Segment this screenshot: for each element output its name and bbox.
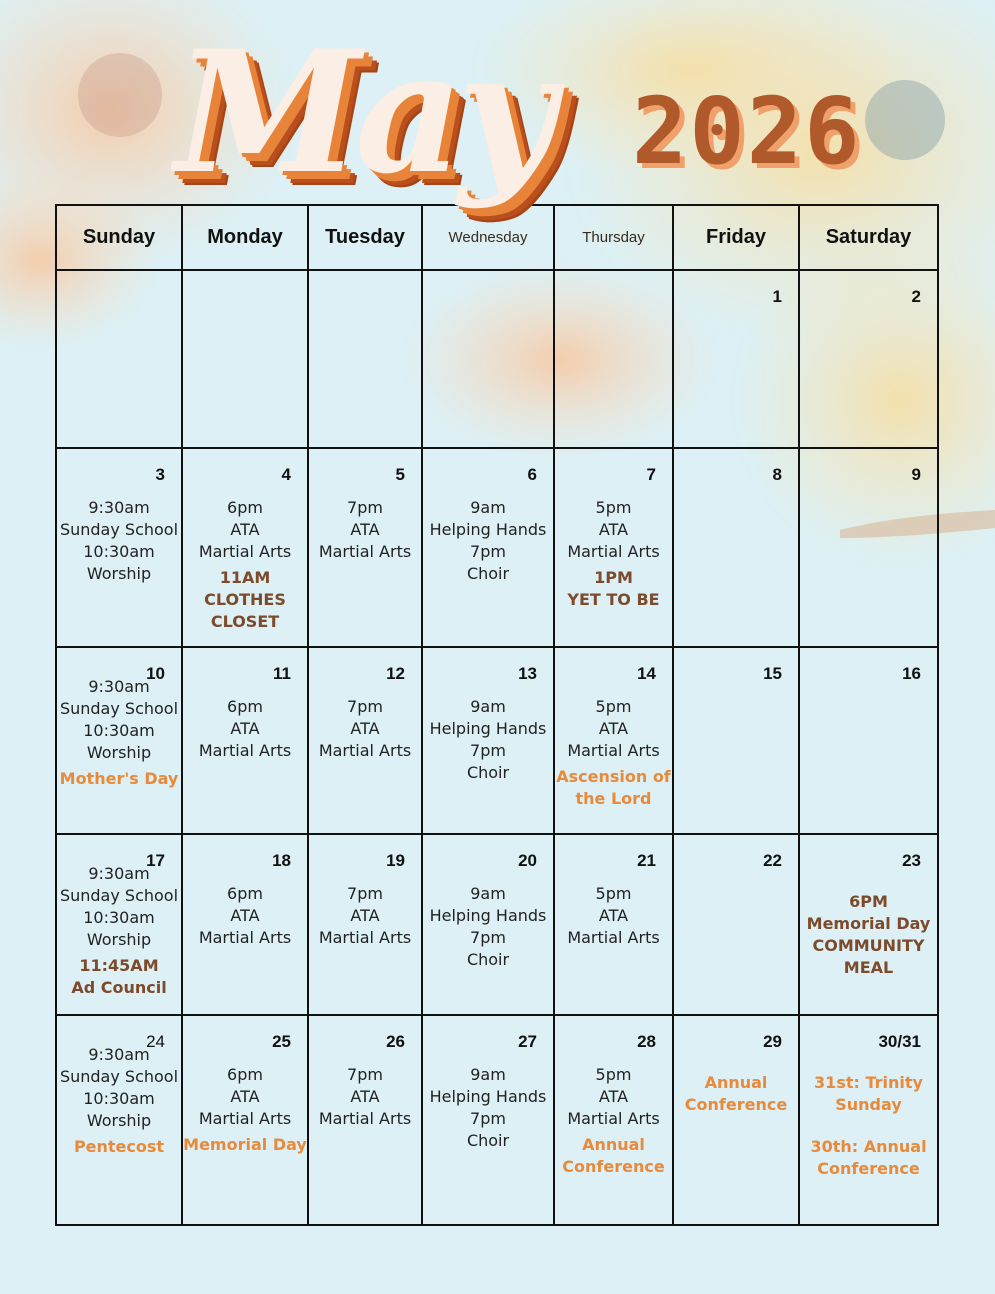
event-line: ATA: [230, 520, 260, 539]
event-line: 7pm: [470, 1109, 506, 1128]
note-line: Sunday: [835, 1095, 902, 1114]
day-number: 8: [772, 465, 782, 484]
note-line: MEAL: [843, 958, 894, 977]
day-number: [555, 271, 672, 307]
day-number: 3: [155, 465, 165, 484]
event-line: Martial Arts: [567, 1109, 660, 1128]
event-line: 6pm: [227, 884, 263, 903]
day-number: [57, 271, 181, 307]
event-line: Helping Hands: [429, 520, 547, 539]
day-cell[interactable]: [673, 1015, 799, 1225]
day-number: 16: [902, 664, 921, 683]
special-event-note: [800, 1072, 937, 1116]
day-number: 17: [146, 851, 165, 870]
note-line: Annual: [582, 1135, 645, 1154]
day-number: 24: [146, 1032, 165, 1051]
day-cell[interactable]: [799, 647, 938, 834]
event-line: 7pm: [347, 697, 383, 716]
note-line: Annual: [704, 1073, 768, 1092]
day-cell[interactable]: [422, 834, 554, 1015]
special-event-note: [57, 955, 181, 999]
note-line: Conference: [817, 1159, 920, 1178]
event-line: Sunday School: [59, 886, 179, 905]
day-cell[interactable]: [56, 834, 182, 1015]
note-line: Ascension of: [556, 767, 671, 786]
event-line: 10:30am: [83, 721, 155, 740]
event-line: 10:30am: [83, 1089, 155, 1108]
event-list: [555, 1064, 672, 1130]
day-number: 11: [273, 664, 291, 683]
event-line: ATA: [350, 719, 380, 738]
special-event-note: [57, 1136, 181, 1158]
note-line: Conference: [562, 1157, 665, 1176]
event-line: ATA: [598, 1087, 629, 1106]
event-line: Martial Arts: [318, 542, 412, 561]
event-list: [555, 696, 672, 762]
event-line: Martial Arts: [198, 1109, 292, 1128]
event-list: [57, 1044, 181, 1132]
special-event-note: [674, 1072, 798, 1116]
event-line: Sunday School: [59, 699, 179, 718]
day-cell[interactable]: [182, 448, 308, 647]
day-cell[interactable]: [673, 647, 799, 834]
event-line: 9:30am: [88, 677, 150, 696]
event-line: ATA: [598, 906, 629, 925]
special-event-note: [555, 567, 672, 611]
event-line: 6pm: [227, 1065, 263, 1084]
day-cell[interactable]: [799, 1015, 938, 1225]
day-number: 22: [763, 851, 782, 870]
event-line: 10:30am: [83, 908, 155, 927]
event-line: ATA: [350, 906, 380, 925]
weekday-header: Friday: [673, 205, 799, 270]
event-line: ATA: [230, 1087, 260, 1106]
event-list: [57, 497, 181, 585]
weekday-header: Wednesday: [422, 205, 554, 270]
day-number: 23: [902, 851, 921, 870]
note-line: YET TO BE: [567, 590, 660, 609]
event-line: 9:30am: [88, 864, 150, 883]
event-line: Sunday School: [59, 520, 179, 539]
event-line: ATA: [230, 906, 260, 925]
event-line: Choir: [466, 1131, 510, 1150]
day-number: [423, 271, 553, 307]
event-line: Martial Arts: [198, 741, 292, 760]
day-number: 19: [386, 851, 405, 870]
day-cell[interactable]: [554, 834, 673, 1015]
event-line: Worship: [86, 930, 152, 949]
day-cell[interactable]: [673, 448, 799, 647]
event-line: 10:30am: [83, 542, 155, 561]
event-line: Worship: [86, 743, 152, 762]
event-line: ATA: [598, 719, 629, 738]
event-line: 5pm: [595, 884, 632, 903]
weekday-header: Thursday: [554, 205, 673, 270]
special-event-note: [555, 766, 672, 810]
day-cell[interactable]: [554, 448, 673, 647]
event-line: Helping Hands: [429, 719, 547, 738]
day-number: 13: [518, 664, 537, 683]
event-line: Martial Arts: [198, 928, 292, 947]
day-cell[interactable]: [182, 270, 308, 448]
event-list: [423, 883, 553, 971]
special-event-note: [555, 1134, 672, 1178]
event-line: 7pm: [470, 542, 506, 561]
day-cell[interactable]: [308, 448, 422, 647]
day-cell[interactable]: [182, 647, 308, 834]
note-line: CLOTHES: [204, 590, 286, 609]
event-line: 7pm: [470, 741, 506, 760]
note-line: 31st: Trinity: [814, 1073, 923, 1092]
day-number: 21: [637, 851, 656, 870]
event-list: [183, 497, 307, 563]
event-line: Helping Hands: [429, 1087, 547, 1106]
calendar-grid: [55, 204, 939, 1226]
day-cell[interactable]: [554, 270, 673, 448]
event-list: [183, 883, 307, 949]
day-cell[interactable]: [673, 270, 799, 448]
event-list: [183, 1064, 307, 1130]
week-row: [56, 270, 938, 448]
day-number: 4: [281, 465, 291, 484]
weekday-header-row: [56, 205, 938, 270]
event-line: 7pm: [347, 1065, 383, 1084]
day-number: 28: [637, 1032, 656, 1051]
event-list: [57, 863, 181, 951]
event-list: [309, 1064, 421, 1130]
event-line: Martial Arts: [318, 1109, 412, 1128]
event-line: Martial Arts: [318, 741, 412, 760]
event-line: Sunday School: [59, 1067, 179, 1086]
week-row: [56, 448, 938, 647]
event-line: Helping Hands: [429, 906, 547, 925]
calendar-body: [56, 270, 938, 1225]
event-list: [423, 1064, 553, 1152]
note-line: Memorial Day: [806, 914, 931, 933]
day-number: 2: [911, 287, 921, 306]
event-line: 9am: [470, 1065, 506, 1084]
event-line: 9:30am: [88, 1045, 150, 1064]
event-line: Martial Arts: [567, 741, 660, 760]
day-cell[interactable]: [308, 647, 422, 834]
event-line: 9am: [470, 697, 506, 716]
weekday-header: Monday: [182, 205, 308, 270]
event-list: [555, 497, 672, 563]
event-list: [555, 883, 672, 949]
event-line: 7pm: [347, 884, 383, 903]
day-cell[interactable]: [308, 1015, 422, 1225]
event-list: [309, 696, 421, 762]
event-line: ATA: [350, 1087, 380, 1106]
week-row: [56, 1015, 938, 1225]
note-line: Mother's Day: [59, 769, 179, 788]
day-cell[interactable]: [673, 834, 799, 1015]
note-line: Memorial Day: [183, 1135, 307, 1154]
note-line: 11AM: [219, 568, 271, 587]
note-line: Ad Council: [71, 978, 167, 997]
event-line: ATA: [598, 520, 629, 539]
event-list: [183, 696, 307, 762]
note-line: the Lord: [575, 789, 652, 808]
day-cell[interactable]: [422, 270, 554, 448]
event-line: Worship: [86, 1111, 152, 1130]
day-number: 10: [146, 664, 165, 683]
event-line: Martial Arts: [567, 542, 660, 561]
note-line: Pentecost: [73, 1137, 165, 1156]
day-number: [309, 271, 421, 307]
event-list: [309, 883, 421, 949]
day-number: 30/31: [878, 1032, 921, 1051]
event-line: Choir: [466, 950, 510, 969]
day-cell[interactable]: [799, 270, 938, 448]
event-line: 9am: [470, 498, 506, 517]
event-list: [309, 497, 421, 563]
special-event-note: [57, 768, 181, 790]
day-number: 27: [518, 1032, 537, 1051]
week-row: [56, 647, 938, 834]
note-line: COMMUNITY: [812, 936, 925, 955]
day-cell[interactable]: [554, 647, 673, 834]
day-cell[interactable]: [422, 448, 554, 647]
day-number: 29: [763, 1032, 782, 1051]
note-line: 6PM: [849, 892, 888, 911]
event-list: [57, 676, 181, 764]
day-number: 26: [386, 1032, 405, 1051]
day-cell[interactable]: [799, 448, 938, 647]
event-line: Choir: [466, 564, 510, 583]
day-number: [183, 271, 307, 307]
event-line: 7pm: [470, 928, 506, 947]
event-line: 5pm: [595, 697, 632, 716]
day-cell[interactable]: [799, 834, 938, 1015]
event-line: ATA: [350, 520, 380, 539]
event-line: 6pm: [227, 697, 263, 716]
day-cell[interactable]: [308, 834, 422, 1015]
special-event-note: [183, 1134, 307, 1156]
day-number: 6: [527, 465, 537, 484]
day-cell[interactable]: [308, 270, 422, 448]
event-line: Worship: [86, 564, 152, 583]
event-line: 5pm: [595, 1065, 632, 1084]
day-number: 15: [763, 664, 782, 683]
day-number: 7: [646, 465, 656, 484]
day-number: 1: [772, 287, 782, 306]
day-number: 18: [272, 851, 291, 870]
note-line: 1PM: [594, 568, 633, 587]
event-line: Martial Arts: [318, 928, 412, 947]
day-cell[interactable]: [554, 1015, 673, 1225]
special-event-note: [800, 1136, 937, 1180]
day-cell[interactable]: [422, 647, 554, 834]
day-number: 12: [386, 664, 405, 683]
note-line: 11:45AM: [79, 956, 159, 975]
day-cell[interactable]: [182, 1015, 308, 1225]
day-cell[interactable]: [56, 647, 182, 834]
day-cell[interactable]: [56, 1015, 182, 1225]
weekday-header: Sunday: [56, 205, 182, 270]
event-line: Martial Arts: [198, 542, 292, 561]
event-list: [423, 696, 553, 784]
day-cell[interactable]: [182, 834, 308, 1015]
event-line: 6pm: [227, 498, 263, 517]
month-title: May: [175, 13, 550, 211]
day-number: 14: [637, 664, 656, 683]
special-event-note: [183, 567, 307, 633]
event-line: ATA: [230, 719, 260, 738]
event-line: 9am: [470, 884, 506, 903]
event-line: 5pm: [595, 498, 632, 517]
day-cell[interactable]: [422, 1015, 554, 1225]
event-line: 7pm: [347, 498, 383, 517]
week-row: [56, 834, 938, 1015]
note-line: 30th: Annual: [810, 1137, 927, 1156]
note-line: Conference: [684, 1095, 788, 1114]
day-cell[interactable]: [56, 270, 182, 448]
event-line: Choir: [466, 763, 510, 782]
weekday-header: Saturday: [799, 205, 938, 270]
event-line: 9:30am: [88, 498, 150, 517]
day-number: 9: [911, 465, 921, 484]
day-cell[interactable]: [56, 448, 182, 647]
event-line: Martial Arts: [567, 928, 660, 947]
day-number: 5: [395, 465, 405, 484]
event-list: [423, 497, 553, 585]
weekday-header: Tuesday: [308, 205, 422, 270]
day-number: 20: [518, 851, 537, 870]
year-title: 2026: [632, 78, 862, 185]
day-number: 25: [272, 1032, 291, 1051]
note-line: CLOSET: [210, 612, 280, 631]
special-event-note: [800, 891, 937, 979]
